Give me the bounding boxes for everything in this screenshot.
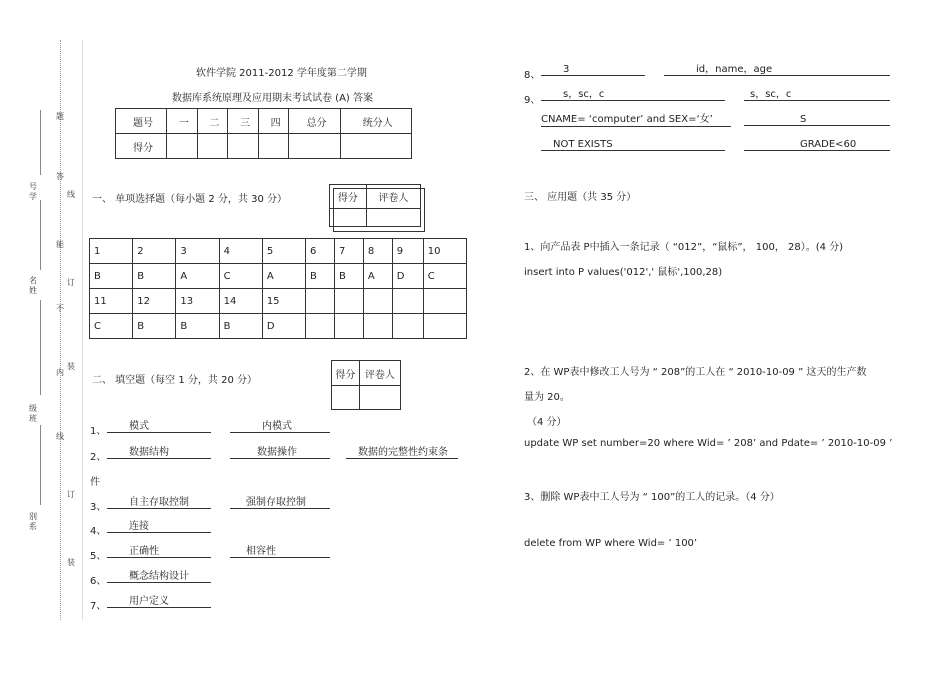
fill-answer-5a: 正确性 — [107, 545, 211, 558]
mc-num: 1 — [90, 239, 133, 264]
grader-box-2 — [331, 360, 401, 410]
question-2-line2: 量为 20。 — [524, 392, 570, 403]
left-label-class: 级班 — [29, 404, 37, 423]
score-header-cell: 一 — [167, 109, 198, 134]
score-header-cell: 总分 — [289, 109, 340, 134]
fill-wrap-char: 件 — [90, 477, 100, 488]
mc-num: 14 — [219, 289, 262, 314]
mc-number-row-2 — [90, 289, 467, 314]
grader-name-label: 评卷人 — [359, 361, 400, 386]
fill-answer-3a: 自主存取控制 — [107, 496, 211, 509]
fill-num-6: 6、 — [90, 576, 107, 587]
question-2-line1: 2、在 WP表中修改工人号为 “ 208”的工人在 “ 2010-10-09 ” 这天的生产数 — [524, 367, 867, 378]
fill-answer-2b: 数据操作 — [230, 446, 330, 459]
fill-answer-7a: 用户定义 — [107, 595, 211, 608]
grader-box-1 — [329, 184, 421, 227]
fill-answer-6a: 概念结构设计 — [107, 570, 211, 583]
left-rule-2 — [40, 200, 41, 270]
answer-1: insert into P values('012',' 鼠标',100,28) — [524, 267, 723, 278]
mc-answer: B — [133, 314, 176, 339]
mid-char-5: 内 — [56, 368, 64, 377]
grader-name-label: 评卷人 — [366, 185, 420, 209]
fill-answer-9f: GRADE<60 — [744, 138, 890, 151]
mc-answer: D — [392, 264, 423, 289]
score-header-cell: 三 — [228, 109, 259, 134]
mc-answer: D — [262, 314, 305, 339]
score-cell — [258, 134, 289, 159]
left-rule-4 — [40, 425, 41, 505]
fill-answer-9b: s，sc，c — [744, 88, 890, 101]
right-char-3: 装 — [67, 362, 75, 371]
score-cell — [197, 134, 228, 159]
mc-num: 15 — [262, 289, 305, 314]
left-rule-1 — [40, 110, 41, 175]
question-3: 3、删除 WP表中工人号为 “ 100”的工人的记录。（4 分） — [524, 492, 780, 503]
mc-num: 11 — [90, 289, 133, 314]
fill-answer-1a: 模式 — [107, 420, 211, 433]
left-label-name: 名姓 — [29, 276, 37, 295]
mc-answer-table — [89, 238, 467, 339]
mc-number-row-1 — [90, 239, 467, 264]
fill-answer-2a: 数据结构 — [107, 446, 211, 459]
mc-num: 7 — [334, 239, 363, 264]
mc-answer-row-2 — [90, 314, 467, 339]
mc-num: 6 — [306, 239, 335, 264]
mc-answer — [392, 314, 423, 339]
mc-answer: B — [133, 264, 176, 289]
mc-answer-row-1 — [90, 264, 467, 289]
mid-char-1: 题 — [56, 112, 64, 121]
fill-num-5: 5、 — [90, 551, 107, 562]
answer-3: delete from WP where Wid= ’ 100’ — [524, 538, 698, 549]
grader-cell — [359, 386, 400, 410]
grader-score-label: 得分 — [330, 185, 367, 209]
right-char-4: 订 — [67, 490, 75, 499]
right-char-5: 装 — [67, 558, 75, 567]
mc-answer: C — [423, 264, 466, 289]
score-cell — [340, 134, 412, 159]
mc-num: 10 — [423, 239, 466, 264]
school-term: 软件学院 2011-2012 学年度第二学期 — [196, 68, 367, 79]
binding-solid-line — [82, 40, 83, 620]
mc-num — [392, 289, 423, 314]
fill-answer-9e: NOT EXISTS — [541, 138, 725, 151]
mid-char-2: 答 — [56, 172, 64, 181]
fill-answer-9d: S — [744, 113, 890, 126]
mc-num: 4 — [219, 239, 262, 264]
binding-dotted-line — [60, 40, 62, 620]
mc-num: 2 — [133, 239, 176, 264]
mc-num: 13 — [176, 289, 219, 314]
right-char-2: 订 — [67, 278, 75, 287]
score-table — [115, 108, 412, 159]
grader-cell — [366, 209, 420, 227]
grader-cell — [332, 386, 360, 410]
mc-num: 9 — [392, 239, 423, 264]
fill-answer-3b: 强制存取控制 — [230, 496, 330, 509]
fill-answer-9c: CNAME= ‘computer’ and SEX=‘女’ — [541, 113, 731, 127]
fill-answer-9a: s，sc，c — [541, 88, 725, 101]
section2-title: 二、 填空题（每空 1 分，共 20 分） — [92, 375, 257, 386]
mc-answer: A — [363, 264, 392, 289]
exam-title: 数据库系统原理及应用期末考试试卷 (A) 答案 — [172, 93, 374, 104]
grader-score-label: 得分 — [332, 361, 360, 386]
mc-num: 12 — [133, 289, 176, 314]
left-label-dept: 别系 — [29, 512, 37, 531]
section3-title: 三、 应用题（共 35 分） — [524, 192, 637, 203]
right-char-1: 线 — [67, 190, 75, 199]
mc-num: 3 — [176, 239, 219, 264]
mc-num: 8 — [363, 239, 392, 264]
mc-answer: B — [90, 264, 133, 289]
mid-char-3: 能 — [56, 240, 64, 249]
score-header-cell: 四 — [258, 109, 289, 134]
mc-answer: B — [306, 264, 335, 289]
fill-answer-1b: 内模式 — [230, 420, 330, 433]
left-label-student-id: 号学 — [29, 182, 37, 201]
fill-num-8: 8、 — [524, 70, 541, 81]
score-header-cell: 题号 — [116, 109, 167, 134]
grader-cell — [330, 209, 367, 227]
mc-answer — [363, 314, 392, 339]
score-header-cell: 二 — [197, 109, 228, 134]
mc-answer — [334, 314, 363, 339]
score-cell — [228, 134, 259, 159]
mc-answer: A — [262, 264, 305, 289]
mc-answer — [423, 314, 466, 339]
score-header-cell: 统分人 — [340, 109, 412, 134]
fill-num-7: 7、 — [90, 601, 107, 612]
mc-answer: B — [334, 264, 363, 289]
mc-answer: B — [219, 314, 262, 339]
mc-answer — [306, 314, 335, 339]
fill-num-9: 9、 — [524, 95, 541, 106]
left-rule-3 — [40, 300, 41, 395]
mc-num — [334, 289, 363, 314]
mc-answer: C — [219, 264, 262, 289]
fill-answer-5b: 相容性 — [230, 545, 330, 558]
score-cell — [289, 134, 340, 159]
fill-answer-8b: id，name，age — [664, 63, 890, 76]
mc-num — [306, 289, 335, 314]
mc-num: 5 — [262, 239, 305, 264]
fill-answer-2c: 数据的完整性约束条 — [346, 446, 458, 459]
fill-num-3: 3、 — [90, 502, 107, 513]
mid-char-4: 不 — [56, 304, 64, 313]
mc-num — [423, 289, 466, 314]
section1-title: 一、 单项选择题（每小题 2 分，共 30 分） — [92, 194, 287, 205]
question-2-line3: （4 分） — [527, 417, 567, 428]
question-1: 1、向产品表 P中插入一条记录（ “012”，“鼠标”， 100， 28）。(4 分) — [524, 242, 844, 253]
fill-answer-8a: 3 — [541, 63, 645, 76]
score-row-label: 得分 — [116, 134, 167, 159]
answer-2: update WP set number=20 where Wid= ’ 208’ and Pdate= ’ 2010-10-09 ’ — [524, 438, 893, 449]
fill-num-4: 4、 — [90, 526, 107, 537]
mid-char-6: 线 — [56, 432, 64, 441]
mc-answer: C — [90, 314, 133, 339]
mc-num — [363, 289, 392, 314]
fill-num-2: 2、 — [90, 452, 107, 463]
fill-num-1: 1、 — [90, 426, 107, 437]
score-cell — [167, 134, 198, 159]
mc-answer: A — [176, 264, 219, 289]
mc-answer: B — [176, 314, 219, 339]
fill-answer-4a: 连接 — [107, 520, 211, 533]
